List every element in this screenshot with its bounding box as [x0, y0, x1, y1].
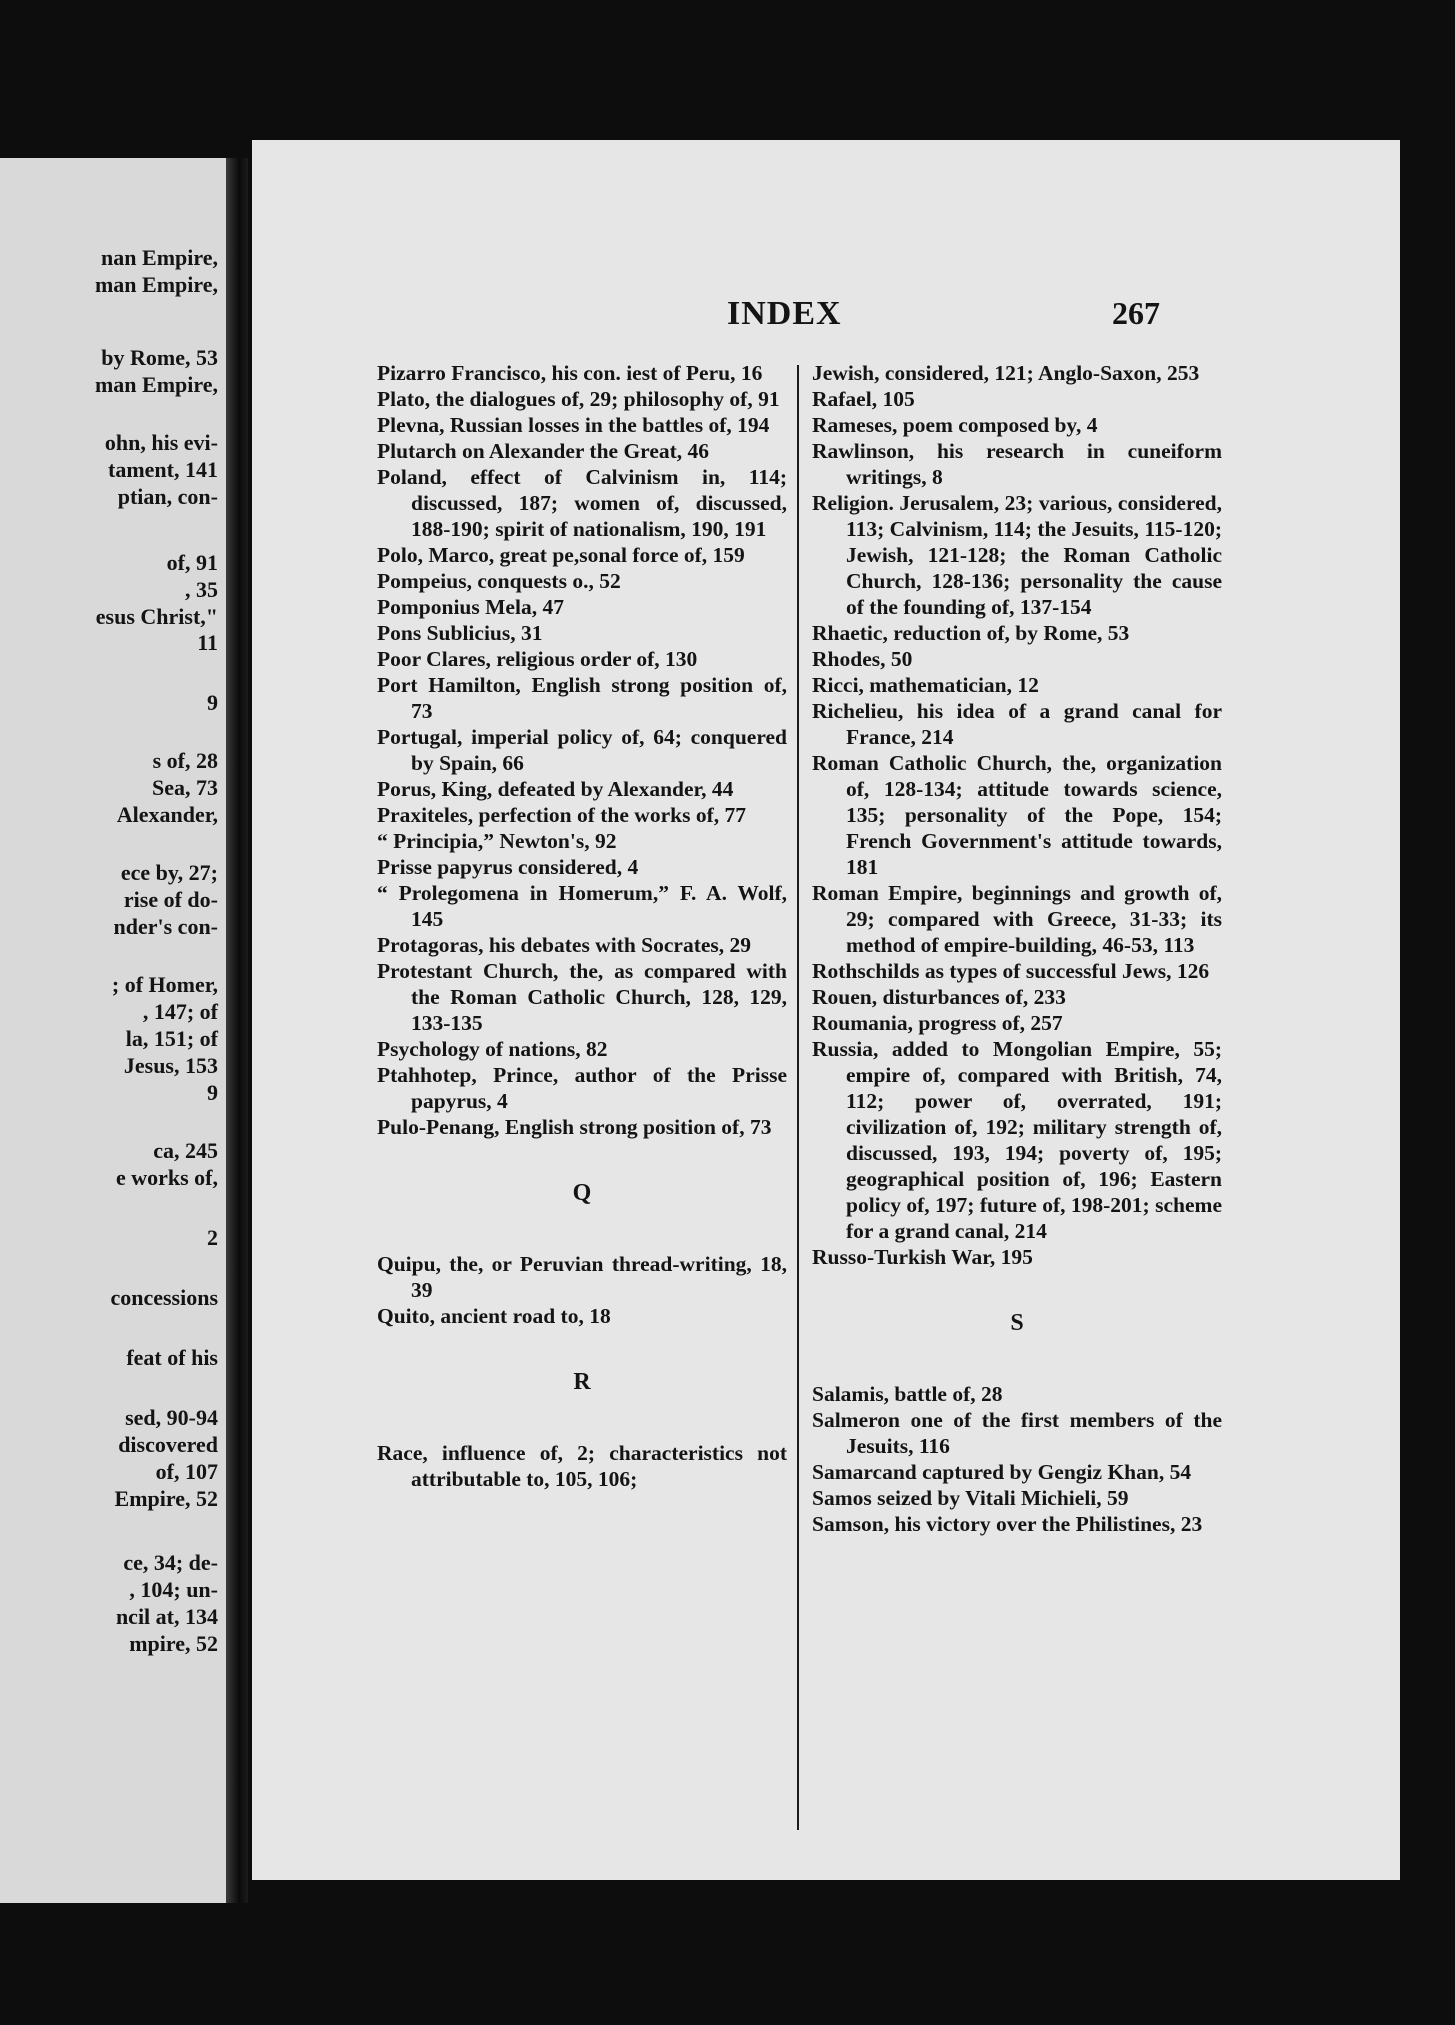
facing-page-line: esus Christ," [95, 604, 218, 629]
facing-page-line: 9 [207, 690, 218, 715]
index-entry: Rothschilds as types of successful Jews, 126 [812, 959, 1210, 983]
index-entry: Pizarro Francisco, his con. iest of Peru, 16 [377, 361, 763, 385]
index-page [252, 140, 1400, 1880]
facing-page-line: , 104; un- [129, 1577, 218, 1602]
facing-page-line: ptian, con- [117, 484, 218, 509]
index-entry: Rhaetic, reduction of, by Rome, 53 [812, 621, 1130, 645]
facing-page-line: nder's con- [113, 914, 218, 939]
index-entry: Rawlinson, his research in cuneiform writings, 8 [812, 439, 1222, 489]
facing-page-line: Alexander, [116, 802, 218, 827]
entries-p [377, 360, 787, 1140]
index-entry: Richelieu, his idea of a grand canal for France, 214 [812, 699, 1222, 749]
index-entry: Ricci, mathematician, 12 [812, 673, 1039, 697]
facing-page-line: feat of his [126, 1345, 218, 1370]
facing-page-line: Sea, 73 [152, 775, 218, 800]
index-entry: Plutarch on Alexander the Great, 46 [377, 439, 710, 463]
index-entry: Rameses, poem composed by, 4 [812, 413, 1098, 437]
facing-page-line: 11 [197, 630, 218, 655]
index-entry: Ptahhotep, Prince, author of the Prisse papyrus, 4 [377, 1063, 787, 1113]
facing-page-line: tament, 141 [108, 457, 218, 482]
facing-page-line: man Empire, [94, 372, 218, 397]
index-entry: Roman Empire, beginnings and growth of, 29; compared with Greece, 31-33; its method of empire-building, 46-53, 113 [812, 881, 1222, 957]
index-entry: Russo-Turkish War, 195 [812, 1245, 1033, 1269]
facing-page-line: Empire, 52 [114, 1486, 218, 1511]
index-entry: Race, influence of, 2; characteristics not attributable to, 105, 106; [377, 1441, 787, 1491]
book-spine [226, 158, 248, 1903]
facing-page-line: by Rome, 53 [101, 345, 218, 370]
index-entry: Protagoras, his debates with Socrates, 29 [377, 933, 752, 957]
facing-page-line: sed, 90-94 [125, 1405, 218, 1430]
facing-page-line: 9 [207, 1080, 218, 1105]
section-heading-s: S [1010, 1310, 1024, 1336]
facing-page-line: discovered [118, 1432, 218, 1457]
index-entry: Quito, ancient road to, 18 [377, 1304, 611, 1328]
page-title: INDEX [727, 295, 842, 332]
index-entry: Port Hamilton, English strong position of, 73 [377, 673, 787, 723]
facing-page-line: of, 107 [155, 1459, 218, 1484]
index-entry: Pomponius Mela, 47 [377, 595, 564, 619]
entries-r-start [377, 1440, 787, 1492]
index-entry: Samarcand captured by Gengiz Khan, 54 [812, 1460, 1192, 1484]
index-column-right [812, 360, 1222, 1537]
facing-page-line: man Empire, [94, 272, 218, 297]
index-entry: Pulo-Penang, English strong position of, 73 [377, 1115, 772, 1139]
index-entry: Roman Catholic Church, the, organization of, 128-134; attitude towards science, 135; personality of the Pope, 154; French Government's attitude towards, 181 [812, 751, 1222, 879]
index-entry: Plato, the dialogues of, 29; philosophy of, 91 [377, 387, 780, 411]
facing-page-line: ce, 34; de- [123, 1550, 218, 1575]
facing-page-line: ncil at, 134 [115, 1604, 218, 1629]
index-entry: Pompeius, conquests o., 52 [377, 569, 621, 593]
index-entry: Prisse papyrus considered, 4 [377, 855, 639, 879]
facing-page-line: la, 151; of [125, 1026, 218, 1051]
section-heading-q: Q [572, 1180, 592, 1206]
facing-page-line: , 147; of [142, 999, 218, 1024]
page-number: 267 [1112, 295, 1160, 331]
index-entry: Protestant Church, the, as compared with the Roman Catholic Church, 128, 129, 133-135 [377, 959, 787, 1035]
facing-page-line: Jesus, 153 [123, 1053, 218, 1078]
index-entry: Jewish, considered, 121; Anglo-Saxon, 253 [812, 361, 1200, 385]
index-entry: Samos seized by Vitali Michieli, 59 [812, 1486, 1129, 1510]
index-entry: Religion. Jerusalem, 23; various, considered, 113; Calvinism, 114; the Jesuits, 115-120; Jewish, 121-128; the Roman Catholic Church, 128-136; personality the cause of the founding of, 137-154 [812, 491, 1222, 619]
index-entry: Porus, King, defeated by Alexander, 44 [377, 777, 734, 801]
index-entry: Rouen, disturbances of, 233 [812, 985, 1066, 1009]
index-column-left [377, 360, 787, 1492]
facing-page-line: 2 [207, 1225, 218, 1250]
index-entry: Rhodes, 50 [812, 647, 913, 671]
index-entry: Quipu, the, or Peruvian thread-writing, 18, 39 [377, 1252, 787, 1302]
facing-page-line: ohn, his evi- [104, 430, 218, 455]
facing-page-line: e works of, [115, 1165, 218, 1190]
index-entry: Poor Clares, religious order of, 130 [377, 647, 698, 671]
index-entry: Praxiteles, perfection of the works of, 77 [377, 803, 746, 827]
index-entry: Portugal, imperial policy of, 64; conquered by Spain, 66 [377, 725, 787, 775]
index-entry: Samson, his victory over the Philistines, 23 [812, 1512, 1203, 1536]
column-divider [797, 365, 799, 1830]
index-entry: Polo, Marco, great pe,sonal force of, 159 [377, 543, 745, 567]
facing-page-fragment [0, 158, 226, 1903]
index-entry: Rafael, 105 [812, 387, 915, 411]
index-entry: Roumania, progress of, 257 [812, 1011, 1063, 1035]
section-heading-r: R [573, 1369, 591, 1395]
index-entry: Plevna, Russian losses in the battles of, 194 [377, 413, 770, 437]
facing-page-line: nan Empire, [101, 245, 218, 270]
entries-r [812, 360, 1222, 1270]
index-entry: “ Prolegomena in Homerum,” F. A. Wolf, 145 [377, 881, 787, 931]
index-entry: Russia, added to Mongolian Empire, 55; empire of, compared with British, 74, 112; power of, overrated, 191; civilization of, 192; military strength of, discussed, 193, 194; poverty of, 195; geographical position of, 196; Eastern policy of, 197; future of, 198-201; scheme for a grand canal, 214 [812, 1037, 1222, 1243]
index-entry: Salmeron one of the first members of the Jesuits, 116 [812, 1408, 1222, 1458]
entries-q [377, 1251, 787, 1329]
index-entry: Pons Sublicius, 31 [377, 621, 543, 645]
facing-page-line: , 35 [185, 577, 218, 602]
facing-page-line: ; of Homer, [111, 972, 218, 997]
index-entry: Poland, effect of Calvinism in, 114; discussed, 187; women of, discussed, 188-190; spirit of nationalism, 190, 191 [377, 465, 787, 541]
facing-page-line: rise of do- [123, 887, 218, 912]
index-entry: “ Principia,” Newton's, 92 [377, 829, 617, 853]
facing-page-line: s of, 28 [152, 748, 218, 773]
facing-page-line: ca, 245 [153, 1138, 218, 1163]
facing-page-line: mpire, 52 [129, 1631, 218, 1656]
index-entry: Psychology of nations, 82 [377, 1037, 608, 1061]
facing-page-line: ece by, 27; [120, 860, 218, 885]
facing-page-line: of, 91 [166, 550, 218, 575]
entries-s [812, 1381, 1222, 1537]
facing-page-line: concessions [110, 1285, 218, 1310]
index-entry: Salamis, battle of, 28 [812, 1382, 1003, 1406]
